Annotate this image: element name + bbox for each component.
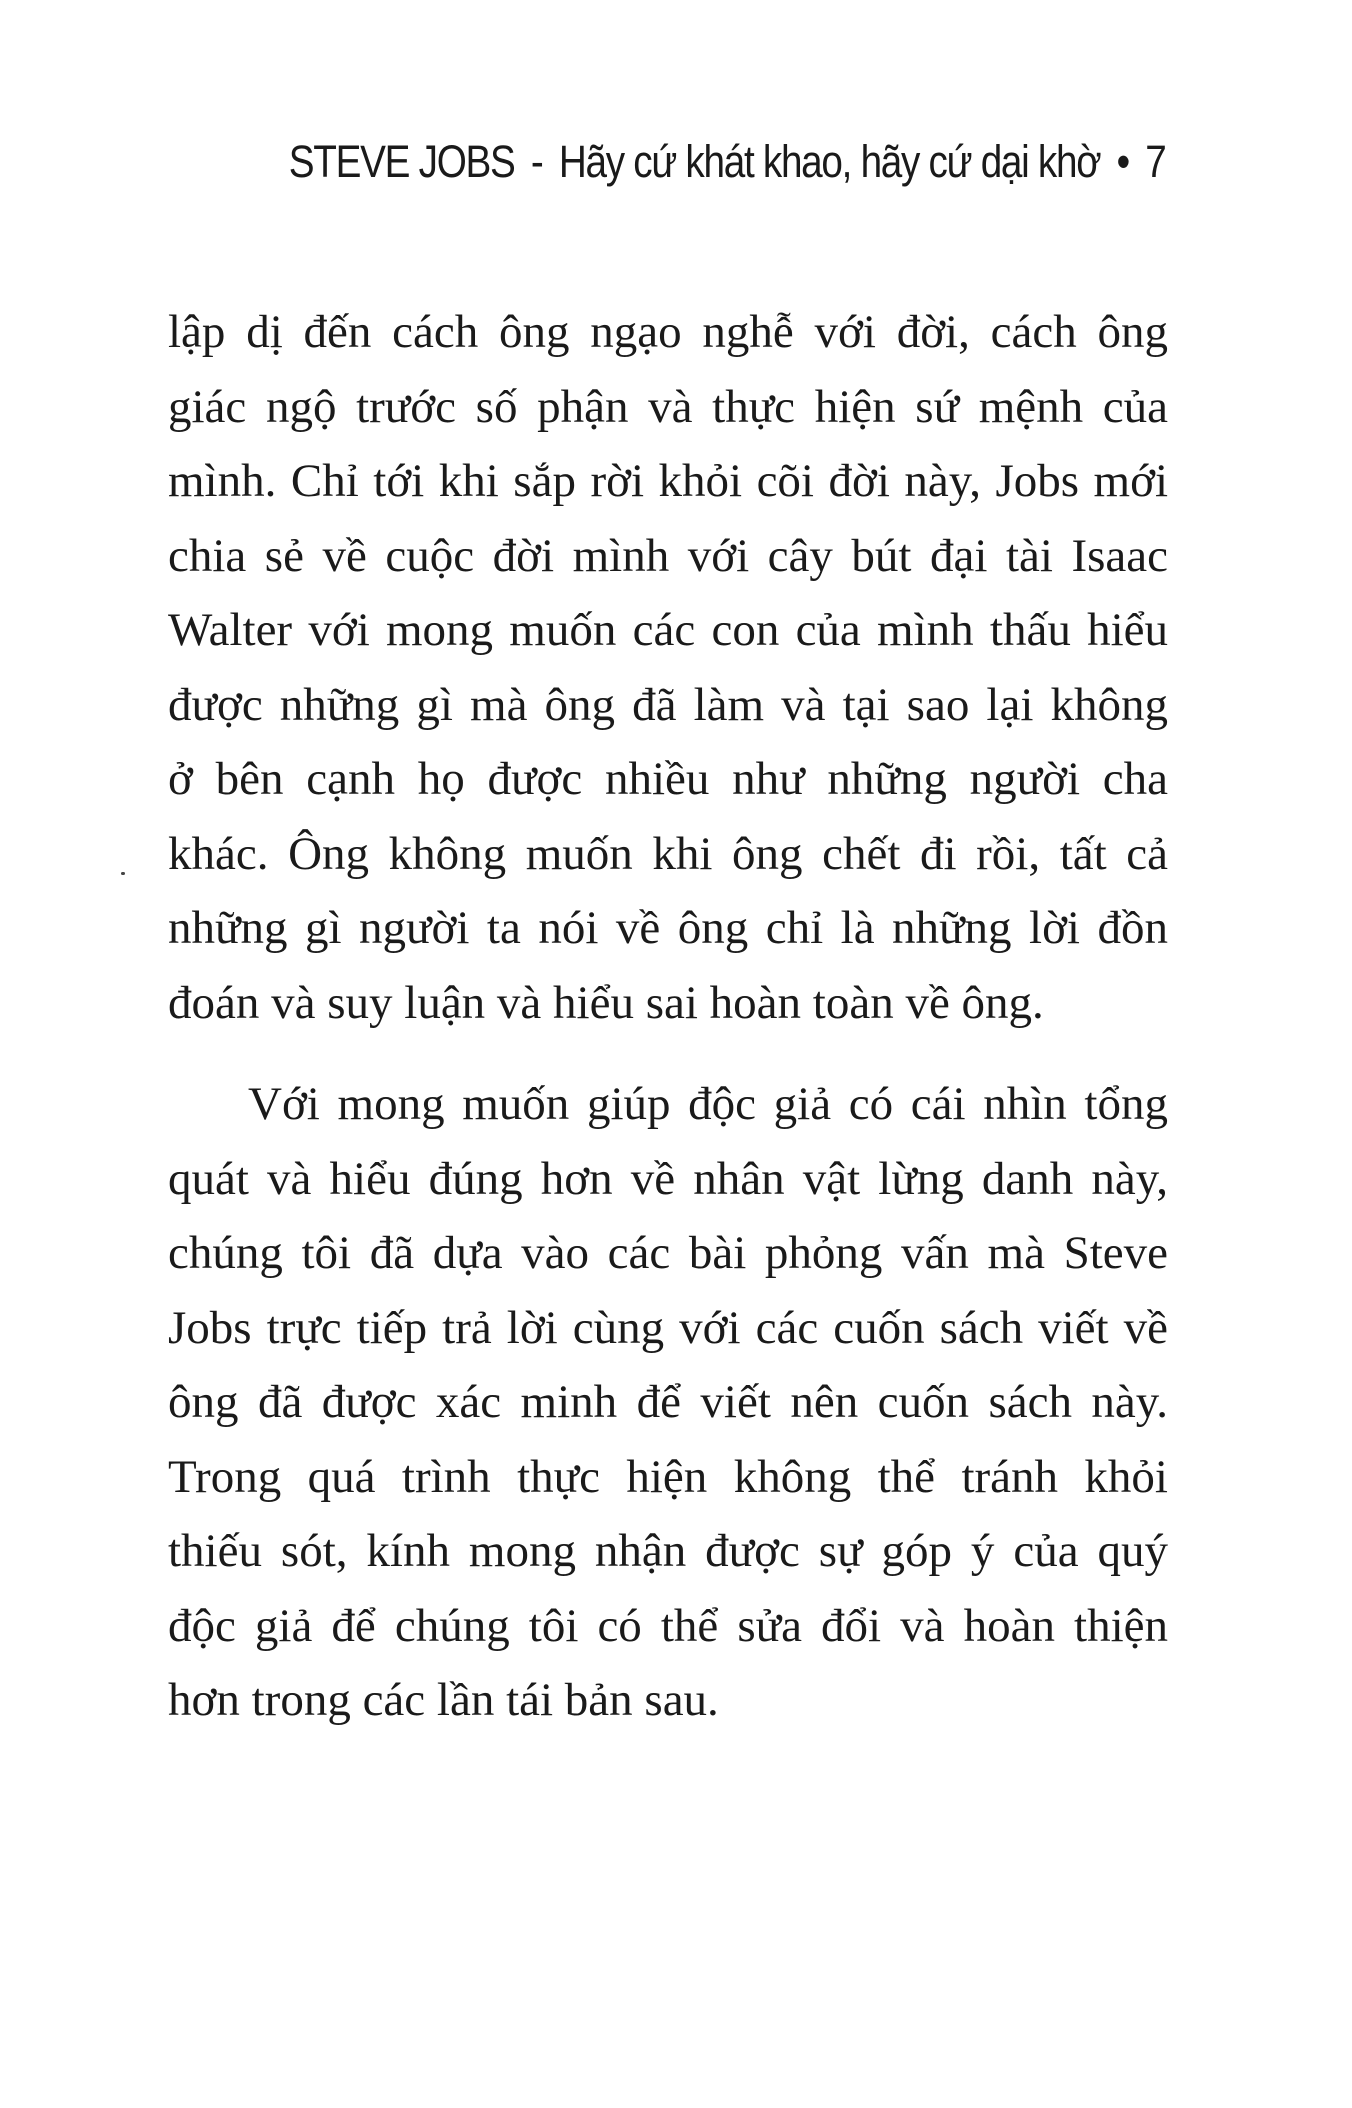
text-line: Walter với mong muốn các con của mình thấu hiểu — [168, 604, 1168, 656]
text-line: giác ngộ trước số phận và thực hiện sứ mệnh của — [168, 380, 1168, 433]
text-line: Với mong muốn giúp độc giả có cái nhìn tổng — [248, 1078, 1168, 1130]
text-line: lập dị đến cách ông ngạo nghễ với đời, cách ông — [168, 306, 1168, 358]
text-line: ở bên cạnh họ được nhiều như những người cha — [168, 753, 1168, 805]
text-line: chúng tôi đã dựa vào các bài phỏng vấn mà Steve — [168, 1227, 1168, 1279]
book-subtitle: Hãy cứ khát khao, hãy cứ dại khờ — [559, 136, 1101, 187]
running-header — [289, 136, 1166, 188]
header-separator: - — [531, 136, 543, 187]
text-line: được những gì mà ông đã làm và tại sao lại không — [168, 678, 1168, 731]
text-line: độc giả để chúng tôi có thể sửa đổi và hoàn thiện — [168, 1599, 1168, 1652]
text-line: đoán và suy luận và hiểu sai hoàn toàn về ông. — [168, 976, 1044, 1029]
text-line: ông đã được xác minh để viết nên cuốn sách này. — [168, 1376, 1168, 1428]
text-line: những gì người ta nói về ông chỉ là những lời đồn — [168, 902, 1168, 954]
text-line: hơn trong các lần tái bản sau. — [168, 1674, 719, 1726]
text-line: Trong quá trình thực hiện không thể tránh khỏi — [168, 1450, 1168, 1503]
text-line: quát và hiểu đúng hơn về nhân vật lừng danh này, — [168, 1152, 1168, 1205]
text-line: chia sẻ về cuộc đời mình với cây bút đại tài Isaac — [168, 529, 1168, 582]
page-number: 7 — [1145, 136, 1166, 187]
text-line: Jobs trực tiếp trả lời cùng với các cuốn sách viết về — [168, 1301, 1168, 1354]
book-title: STEVE JOBS — [289, 136, 516, 187]
text-line: thiếu sót, kính mong nhận được sự góp ý của quý — [168, 1525, 1168, 1577]
header-bullet: • — [1117, 136, 1130, 187]
print-speck — [121, 872, 125, 875]
text-line: mình. Chỉ tới khi sắp rời khỏi cõi đời này, Jobs mới — [168, 455, 1168, 507]
paragraph-2 — [168, 1067, 1168, 1738]
body-text — [168, 295, 1168, 1738]
text-line: khác. Ông không muốn khi ông chết đi rồi, tất cả — [168, 827, 1168, 880]
paragraph-1 — [168, 295, 1168, 1040]
